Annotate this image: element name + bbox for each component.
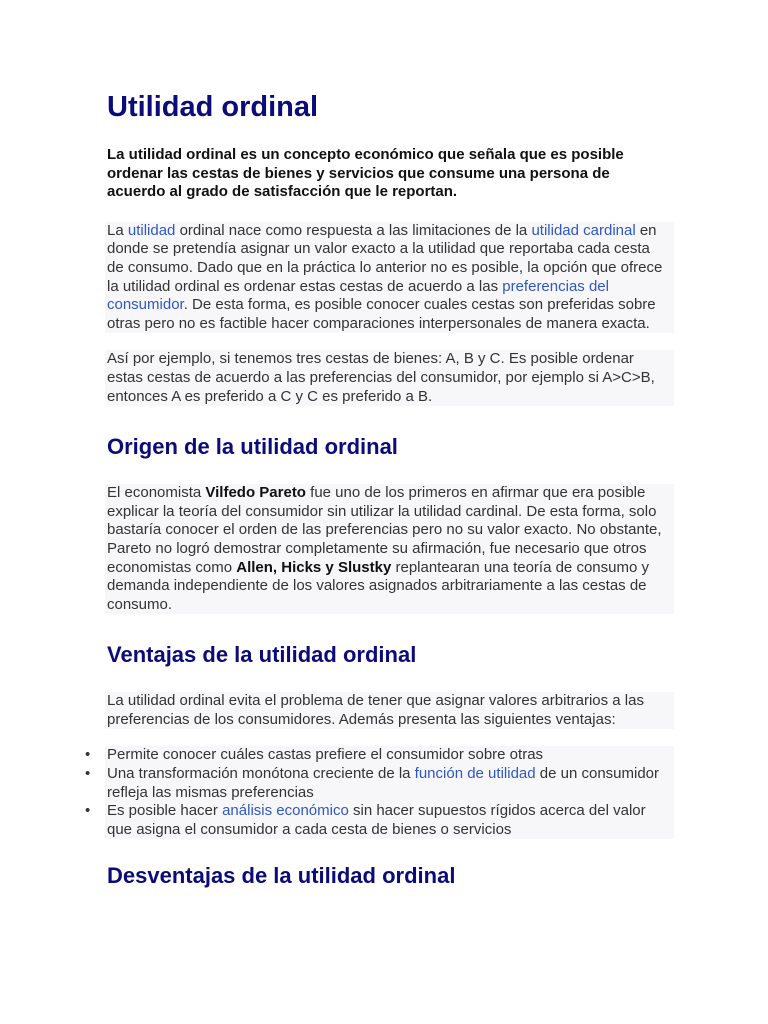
heading-origen: Origen de la utilidad ordinal	[107, 434, 398, 460]
list-item	[107, 802, 668, 839]
item2-text-1: Una transformación monótona creciente de la	[107, 765, 415, 783]
intro-paragraph	[105, 222, 674, 334]
item3-text-2: sin hacer supuestos rígidos acerca del valor que asigna el consumidor a cada cesta de bienes o servicios	[107, 802, 646, 838]
link-funcion-de-utilidad[interactable]: función de utilidad	[414, 765, 536, 783]
ventajas-intro: La utilidad ordinal evita el problema de tener que asignar valores arbitrarios a las preferencias de los consumidores. Además presenta las siguientes ventajas:	[105, 692, 674, 729]
intro-text-2: ordinal nace como respuesta a las limitaciones de la	[175, 221, 532, 239]
item3-text-1: Es posible hacer	[107, 802, 223, 820]
intro-text-1: La	[107, 221, 128, 239]
origen-text-2: fue uno de los primeros en afirmar que era posible explicar la teoría del consumidor sin utilizar la utilidad cardinal. De esta forma, solo bastaría conocer el orden de las preferencias pero no su valor exacto. No obstante, Pareto no logró demostrar completamente su afirmación, fue necesario que otros economistas como	[107, 484, 662, 576]
link-preferencias-del-consumidor[interactable]: preferencias del consumidor	[107, 277, 609, 314]
name-pareto: Vilfedo Pareto	[205, 484, 306, 502]
intro-text-4: . De esta forma, es posible conocer cuales cestas son preferidas sobre otras pero no es factible hacer comparaciones interpersonales de manera exacta.	[107, 296, 656, 332]
item2-text-2: de un consumidor refleja las mismas preferencias	[107, 765, 660, 801]
ventajas-list	[105, 746, 674, 839]
link-utilidad[interactable]: utilidad	[127, 221, 176, 239]
intro-text-3: en donde se pretendía asignar un valor exacto a la utilidad que reportaba cada cesta de consumo. Dado que en la práctica lo anterior no es posible, la opción que ofrece la utilidad ordinal es ordenar estas cestas de acuerdo a las	[107, 221, 663, 295]
example-paragraph: Así por ejemplo, si tenemos tres cestas de bienes: A, B y C. Es posible ordenar estas cestas de acuerdo a las preferencias del consumidor, por ejemplo si A>C>B, entonces A es preferido a C y C es preferido a B.	[105, 350, 674, 406]
heading-desventajas: Desventajas de la utilidad ordinal	[107, 863, 456, 889]
page-title: Utilidad ordinal	[107, 91, 319, 123]
origen-paragraph	[105, 484, 674, 614]
list-item: • Permite conocer cuáles castas prefiere el consumidor sobre otras	[107, 746, 668, 765]
list-item	[107, 765, 668, 802]
lead-paragraph: La utilidad ordinal es un concepto económico que señala que es posible ordenar las cestas de bienes y servicios que consume una persona de acuerdo al grado de satisfacción que le reportan.	[107, 146, 668, 202]
link-utilidad-cardinal[interactable]: utilidad cardinal	[531, 221, 636, 239]
names-allen-hicks-slustky: Allen, Hicks y Slustky	[236, 558, 392, 576]
origen-text-3: replantearan una teoría de consumo y demanda independiente de los valores asignados arbitrariamente a las cestas de consumo.	[107, 558, 649, 613]
heading-ventajas: Ventajas de la utilidad ordinal	[107, 642, 417, 668]
origen-text-1: El economista	[107, 484, 206, 502]
link-analisis-economico[interactable]: análisis económico	[222, 802, 349, 820]
